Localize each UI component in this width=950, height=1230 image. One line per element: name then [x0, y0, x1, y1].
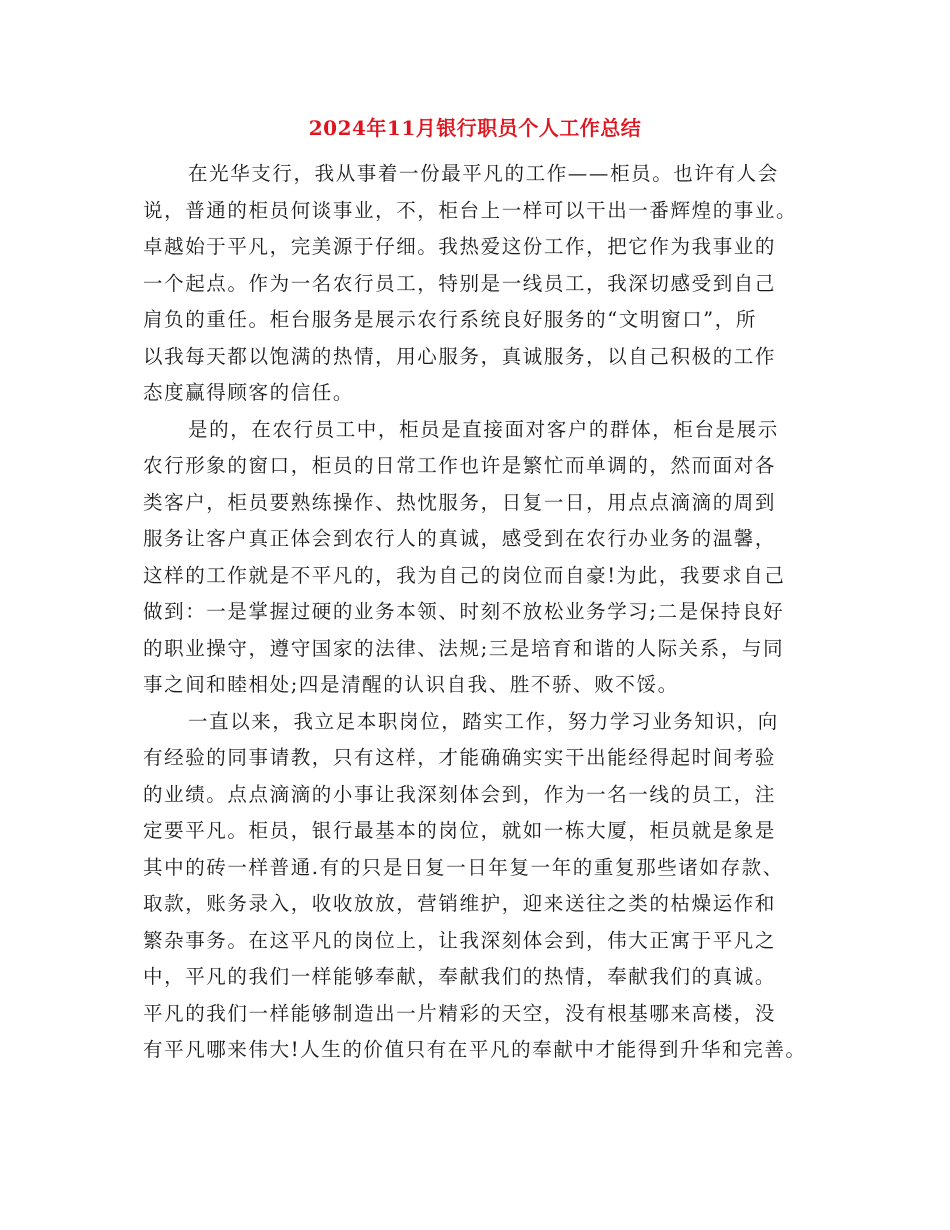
- paragraph-line: 农行形象的窗口，柜员的日常工作也许是繁忙而单调的，然而面对各: [143, 454, 777, 477]
- paragraph-line: 在光华支行，我从事着一份最平凡的工作——柜员。也许有人会: [188, 162, 779, 185]
- paragraph-line: 中，平凡的我们一样能够奉献，奉献我们的热情，奉献我们的真诚。: [143, 965, 777, 988]
- paragraph-line: 这样的工作就是不平凡的，我为自己的岗位而自豪!为此，我要求自己: [143, 563, 786, 587]
- paragraph-line: 平凡的我们一样能够制造出一片精彩的天空，没有根基哪来高楼，没: [143, 1001, 777, 1025]
- paragraph-line: 类客户，柜员要熟练操作、热忱服务，日复一日，用点点滴滴的周到: [143, 490, 777, 514]
- paragraph-line: 定要平凡。柜员，银行最基本的岗位，就如一栋大厦，柜员就是象是: [143, 819, 777, 842]
- paragraph-line: 说，普通的柜员何谈事业，不，柜台上一样可以干出一番辉煌的事业。: [143, 198, 798, 222]
- paragraph-line: 以我每天都以饱满的热情，用心服务，真诚服务，以自己积极的工作: [143, 344, 777, 368]
- paragraph-line: 卓越始于平凡，完美源于仔细。我热爱这份工作，把它作为我事业的: [143, 235, 777, 258]
- document-title: 2024年11月银行职员个人工作总结: [308, 116, 642, 140]
- paragraph-2: [143, 412, 833, 704]
- paragraph-line: 一直以来，我立足本职岗位，踏实工作，努力学习业务知识，向: [188, 709, 779, 733]
- paragraph-line: 一个起点。作为一名农行员工，特别是一线员工，我深切感受到自己: [143, 271, 777, 295]
- paragraph-3: [143, 704, 833, 1069]
- paragraph-line: 做到：一是掌握过硬的业务本领、时刻不放松业务学习;二是保持良好: [143, 600, 785, 623]
- paragraph-line: 事之间和睦相处;四是清醒的认识自我、胜不骄、败不馁。: [143, 673, 679, 696]
- paragraph-line: 其中的砖一样普通.有的只是日复一日年复一年的重复那些诸如存款、: [143, 855, 784, 879]
- paragraph-line: 繁杂事务。在这平凡的岗位上，让我深刻体会到，伟大正寓于平凡之: [143, 928, 777, 952]
- paragraph-line: 是的，在农行员工中，柜员是直接面对客户的群体，柜台是展示: [188, 417, 779, 441]
- document-body: [143, 156, 833, 1069]
- paragraph-line: 有平凡哪来伟大!人生的价值只有在平凡的奉献中才能得到升华和完善。: [143, 1038, 807, 1061]
- paragraph-line: 有经验的同事请教，只有这样，才能确确实实干出能经得起时间考验: [143, 746, 777, 769]
- paragraph-line: 服务让客户真正体会到农行人的真诚，感受到在农行办业务的温馨，: [143, 527, 777, 550]
- paragraph-line: 态度赢得顾客的信任。: [143, 381, 355, 404]
- paragraph-line: 的职业操守，遵守国家的法律、法规;三是培育和谐的人际关系，与同: [143, 636, 785, 660]
- paragraph-line: 肩负的重任。柜台服务是展示农行系统良好服务的“文明窗口”，所: [143, 308, 757, 331]
- paragraph-line: 的业绩。点点滴滴的小事让我深刻体会到，作为一名一线的员工，注: [143, 782, 777, 806]
- paragraph-1: [143, 156, 833, 412]
- paragraph-line: 取款，账务录入，收收放放，营销维护，迎来送往之类的枯燥运作和: [143, 892, 777, 915]
